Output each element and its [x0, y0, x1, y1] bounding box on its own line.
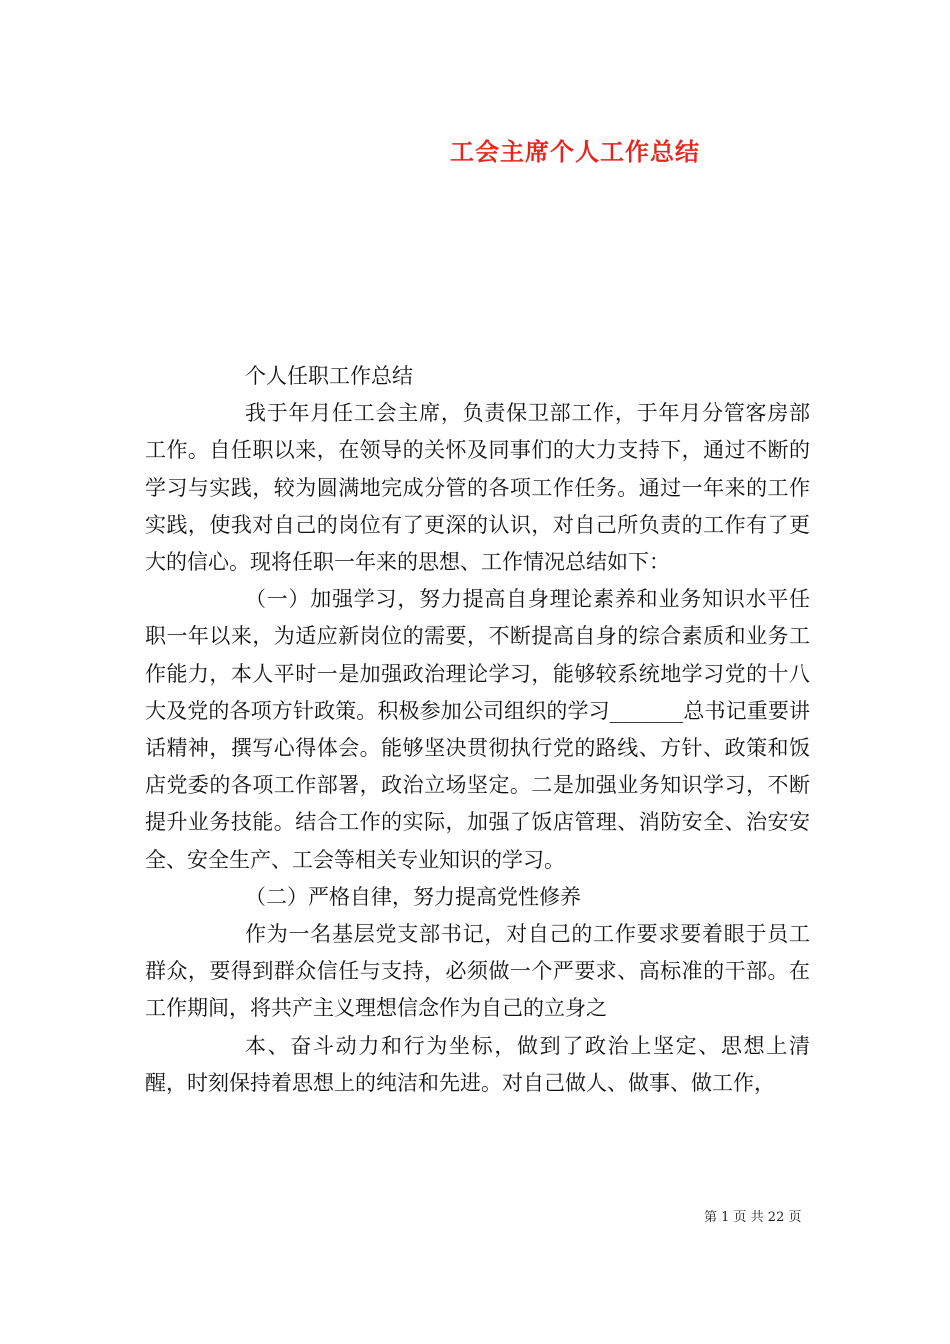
section-heading: 个人任职工作总结	[245, 364, 413, 388]
section-heading: （二）严格自律，努力提高党性修养	[245, 884, 581, 909]
body-paragraph: （一）加强学习，努力提高自身理论素养和业务知识水平任职一年以来，为适应新岗位的需要，不断提高自身的综合素质和业务工作能力，本人平时一是加强政治理论学习，能够较系统地学习党的十八大及党的各项方针政策。积极参加公司组织的学习_______总书记重要讲话精神，撰写心得体会。能够坚决贯彻执行党的路线、方针、政策和饭店党委的各项工作部署，政治立场坚定。二是加强业务知识学习，不断提升业务技能。结合工作的实际，加强了饭店管理、消防安全、治安安全、安全生产、工会等相关专业知识的学习。	[145, 587, 810, 872]
body-paragraph: 本、奋斗动力和行为坐标，做到了政治上坚定、思想上清醒，时刻保持着思想上的纯洁和先进。对自己做人、做事、做工作，	[145, 1033, 810, 1095]
document-title: 工会主席个人工作总结	[450, 137, 700, 166]
page-number: 第 1 页 共 22 页	[704, 1210, 802, 1225]
body-paragraph: 我于年月任工会主席，负责保卫部工作，于年月分管客房部工作。自任职以来，在领导的关怀及同事们的大力支持下，通过不断的学习与实践，较为圆满地完成分管的各项工作任务。通过一年来的工作实践，使我对自己的岗位有了更深的认识，对自己所负责的工作有了更大的信心。现将任职一年来的思想、工作情况总结如下：	[145, 401, 810, 575]
document-body	[145, 358, 810, 1102]
body-paragraph: 作为一名基层党支部书记，对自己的工作要求要着眼于员工群众，要得到群众信任与支持，必须做一个严要求、高标准的干部。在工作期间，将共产主义理想信念作为自己的立身之	[145, 922, 810, 1021]
